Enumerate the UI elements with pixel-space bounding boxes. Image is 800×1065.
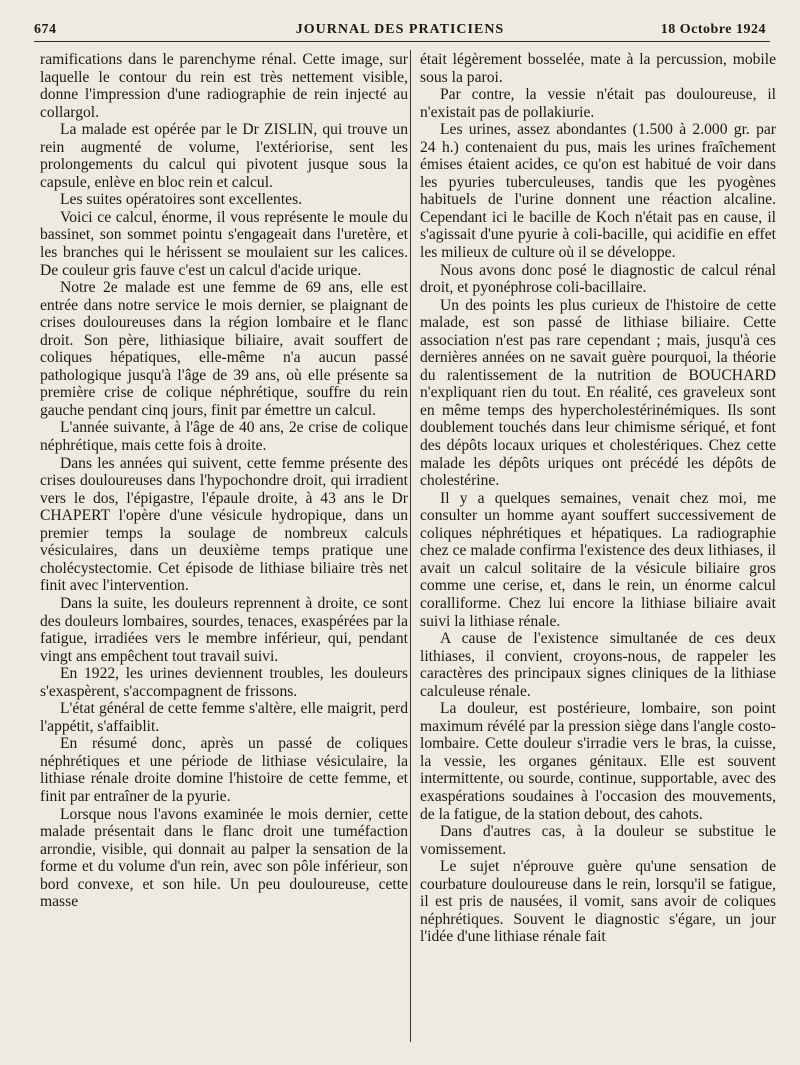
header-rule xyxy=(34,41,770,42)
running-header xyxy=(34,20,766,42)
paragraph: Dans les années qui suivent, cette femme présente des crises douloureuses dans l'hypochondre droit, qui irradient vers le dos, l'épigastre, l'épaule droite, à 43 ans le Dr CHAPERT l'opère d'une vésicule hydropique, dans un premier temps la soulage de nombreux calculs vésiculaires, dans un deuxième temps pratique une cholécystectomie. Cet épisode de lithiase biliaire très net finit avec l'intervention. xyxy=(40,454,408,595)
paragraph: Le sujet n'éprouve guère qu'une sensation de courbature douloureuse dans le rein, lorsqu'il se fatigue, il est pris de nausées, il vomit, sans avoir de coliques néphrétiques. Souvent le diagnostic s'égare, un jour l'idée d'une lithiase rénale fait xyxy=(420,858,776,946)
right-column xyxy=(420,51,776,1051)
paragraph: Dans d'autres cas, à la douleur se substitue le vomissement. xyxy=(420,823,776,858)
paragraph: En 1922, les urines deviennent troubles, les douleurs s'exaspèrent, s'accompagnent de frissons. xyxy=(40,665,408,700)
paragraph: Lorsque nous l'avons examinée le mois dernier, cette malade présentait dans le flanc droit une tuméfaction arrondie, visible, qui donnait au palper la sensation de la forme et du volume d'un rein, avec son pôle inférieur, son bord convexe, et son hile. Un peu douloureuse, cette masse xyxy=(40,805,408,911)
paragraph: L'année suivante, à l'âge de 40 ans, 2e crise de colique néphrétique, mais cette fois à droite. xyxy=(40,419,408,455)
paragraph: ramifications dans le parenchyme rénal. Cette image, sur laquelle le contour du rein est très nettement visible, donne l'impression d'une radiographie de rein injecté au collargol. xyxy=(40,51,408,121)
left-column xyxy=(40,51,408,1051)
paragraph: La malade est opérée par le Dr ZISLIN, qui trouve un rein augmenté de volume, l'extériorise, sent les prolongements du calcul qui pivotent jusque sous la capsule, enlève en bloc rein et calcul. xyxy=(40,121,408,191)
paragraph: L'état général de cette femme s'altère, elle maigrit, perd l'appétit, s'affaiblit. xyxy=(40,700,408,735)
paragraph: Nous avons donc posé le diagnostic de calcul rénal droit, et pyonéphrose coli-bacillaire. xyxy=(420,261,776,297)
paragraph: Il y a quelques semaines, venait chez moi, me consulter un homme ayant souffert successivement de coliques néphrétiques et hépatiques. La radiographie chez ce malade confirma l'existence des deux lithiases, il avait un calcul solitaire de la vésicule biliaire gros comme une cerise, et, dans le rein, un énorme calcul coralliforme. Chez lui encore la lithiase biliaire avait suivi la lithiase rénale. xyxy=(420,489,776,630)
paragraph: Voici ce calcul, énorme, il vous représente le moule du bassinet, son sommet pointu s'engageait dans l'uretère, et les branches qui le hérissent se moulaient sur les calices. De couleur gris fauve c'est un calcul d'acide urique. xyxy=(40,208,408,279)
column-divider xyxy=(410,50,411,1042)
paragraph: En résumé donc, après un passé de coliques néphrétiques et une période de lithiase vésiculaire, la lithiase rénale droite domine l'histoire de cette femme, et finit par entraîner de la pyurie. xyxy=(40,735,408,805)
paragraph: Les urines, assez abondantes (1.500 à 2.000 gr. par 24 h.) contenaient du pus, mais les urines fraîchement émises étaient acides, ce qu'on est habitué de voir dans les pyuries tuberculeuses, tandis que les pyogènes habituels de l'urine donnent une réaction alcaline. Cependant ici le bacille de Koch n'était pas en cause, il s'agissait d'une pyurie à coli-bacille, qui acidifie en effet les milieux de culture où il se développe. xyxy=(420,121,776,262)
paragraph: La douleur, est postérieure, lombaire, son point maximum révélé par la pression siège dans l'angle costo-lombaire. Cette douleur s'irradie vers le bras, la cuisse, la vessie, les organes génitaux. Elle est souvent intermittente, ou sourde, continue, supportable, avec des exaspérations soudaines à l'occasion des mouvements, de la fatigue, de la station debout, des cahots. xyxy=(420,700,776,823)
paragraph: était légèrement bosselée, mate à la percussion, mobile sous la paroi. xyxy=(420,51,776,86)
journal-title: JOURNAL DES PRATICIENS xyxy=(295,22,505,37)
paragraph: Les suites opératoires sont excellentes. xyxy=(60,191,303,209)
page-number: 674 xyxy=(34,22,57,37)
paragraph: Notre 2e malade est une femme de 69 ans, elle est entrée dans notre service le mois dernier, se plaignant de crises douloureuses dans la région lombaire et le flanc droit. Son père, lithiasique biliaire, avait souffert de coliques hépatiques, elle-même n'a aucun passé pathologique jusqu'à l'âge de 39 ans, où elle présente sa première crise de colique néphrétique, souffre du rein gauche pendant cinq jours, finit par émettre un calcul. xyxy=(40,279,408,419)
paragraph: Un des points les plus curieux de l'histoire de cette malade, est son passé de lithiase biliaire. Cette association n'est pas rare cependant ; mais, jusqu'à ces dernières années on ne savait guère pourquoi, la théorie du ralentissement de la nutrition de BOUCHARD n'expliquant rien du tout. En réalité, ces graveleux sont en même temps des hypercholestérinémiques. Ils sont doublement touchés dans leur chimisme sériqué, et font des dépôts locaux uriques et cholestériques. Chez cette malade les dépôts uriques ont précédé les dépôts de cholestérine. xyxy=(420,296,776,490)
paragraph: Par contre, la vessie n'était pas douloureuse, il n'existait pas de pollakiurie. xyxy=(420,86,776,121)
paragraph: A cause de l'existence simultanée de ces deux lithiases, il convient, croyons-nous, de rappeler les caractères des principaux signes cliniques de la lithiase calculeuse rénale. xyxy=(420,630,776,700)
issue-date: 18 Octobre 1924 xyxy=(660,22,766,37)
paragraph: Dans la suite, les douleurs reprennent à droite, ce sont des douleurs lombaires, sourdes, tenaces, exaspérées par la fatigue, irradiées vers le membre inférieur, qui, pendant vingt ans empêchent tout travail suivi. xyxy=(40,594,408,665)
